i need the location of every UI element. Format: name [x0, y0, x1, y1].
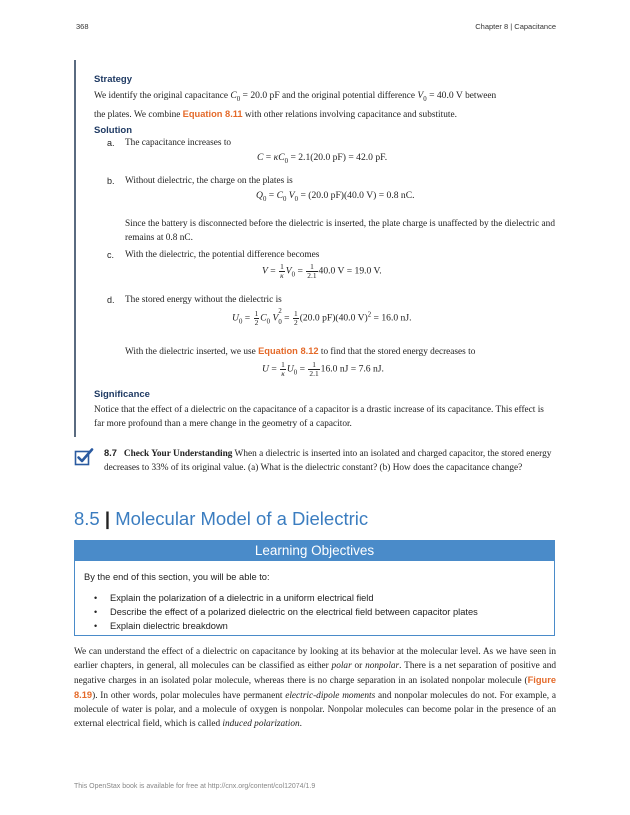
- running-header: Chapter 8 | Capacitance: [475, 22, 556, 31]
- solution-a-text: The capacitance increases to: [125, 138, 232, 148]
- solution-b-note: Since the battery is disconnected before the dielectric is inserted, the plate charge is unaffected by the dielectric and remains at 0.8 nC.: [125, 219, 555, 243]
- equation-8-11-link[interactable]: Equation 8.11: [182, 108, 243, 119]
- check-your-understanding: 8.7 Check Your Understanding When a dielectric is inserted into an isolated and charged capacitor, the stored energy decreases to 33% of its original value. (a) What is the dielectric constant? (b) How does the capacitance change?: [104, 448, 552, 473]
- solution-c-text: With the dielectric, the potential difference becomes: [125, 250, 320, 260]
- strategy-heading: Strategy: [94, 74, 133, 85]
- bullet-icon: •: [94, 607, 98, 617]
- list-marker-d: d.: [107, 295, 115, 305]
- equation-8-12-link[interactable]: Equation 8.12: [258, 346, 319, 356]
- learning-objectives-heading: Learning Objectives: [74, 540, 555, 561]
- cyu-number: 8.7: [104, 448, 117, 458]
- objective-item: Explain the polarization of a dielectric in a uniform electrical field: [110, 593, 374, 603]
- footer-note: This OpenStax book is available for free at http://cnx.org/content/col12074/1.9: [74, 783, 316, 790]
- significance-heading: Significance: [94, 389, 150, 400]
- list-marker-c: c.: [107, 250, 115, 260]
- example-box-rule: [74, 60, 76, 437]
- solution-d-text: The stored energy without the dielectric is: [125, 295, 282, 305]
- cyu-title: Check Your Understanding: [123, 449, 233, 459]
- significance-paragraph: Notice that the effect of a dielectric on the capacitance of a capacitor is a drastic increase of its capacitance. This effect is far more profound than a mere change in the geometry of a capacitor.: [94, 405, 544, 429]
- solution-heading: Solution: [94, 125, 132, 136]
- objective-item: Explain dielectric breakdown: [110, 621, 228, 631]
- learning-objectives-intro: By the end of this section, you will be able to:: [84, 572, 270, 582]
- body-paragraph: We can understand the effect of a dielectric on capacitance by looking at its behavior at the molecular level. As we have seen in earlier chapters, in general, all molecules can be classified as either polar or nonpolar. There is a net separation of positive and negative charges in an isolated polar molecule, whereas there is no charge separation in an isolated nonpolar molecule (Figure 8.19). In other words, polar molecules have permanent electric-dipole moments and nonpolar molecules do not. For example, a molecule of water is polar, and a molecule of oxygen is nonpolar. Nonpolar molecules can become polar in the presence of an external electrical field, which is called induced polarization.: [74, 647, 556, 729]
- equation-energy-dielectric: U = $\frac{1}{\kappa}$ $U_0$ = $\frac{1}{2.1}$ 16.0 nJ = 7.6 nJ.: [262, 360, 384, 378]
- list-marker-a: a.: [107, 138, 115, 148]
- checkbox-icon: [74, 447, 94, 467]
- page-number: 368: [76, 22, 89, 31]
- bullet-icon: •: [94, 621, 98, 631]
- figure-8-19-link[interactable]: Figure 8.19: [74, 675, 556, 700]
- equation-voltage: V = $\frac{1}{\kappa}$ $V_0$ = $\frac{1}{2.1}$ 40.0 V = 19.0 V.: [262, 262, 382, 280]
- equation-energy: $U_0$ = $\frac{1}{2}$ $C_0$ V 2 $_0$ = $\frac{1}{2}$ (20.0 pF)(40.0 V)$^2$ = 16.0 nJ.: [232, 307, 412, 327]
- list-marker-b: b.: [107, 176, 115, 186]
- solution-b-text: Without dielectric, the charge on the plates is: [125, 176, 293, 186]
- equation-charge: $Q_0 = C_0$ $V_0 = (20.0$ pF)(40.0 V) = 0.8 nC.: [256, 190, 415, 203]
- solution-d-note: With the dielectric inserted, we use Equation 8.12 to find that the stored energy decreases to: [125, 346, 476, 357]
- section-title: 8.5 | Molecular Model of a Dielectric: [74, 508, 369, 529]
- objective-item: Describe the effect of a polarized dielectric on the electrical field between capacitor plates: [110, 607, 478, 617]
- strategy-paragraph: We identify the original capacitance $C_0 = 20.0$ pF and the original potential difference $V_0 = 40.0$ V between the plates. We combine Equation 8.11 with other relations involving capacitance and substitute.: [94, 90, 497, 120]
- bullet-icon: •: [94, 593, 98, 603]
- equation-capacitance: $C = \kappa C_0 = 2.1(20.0$ pF) = 42.0 pF.: [257, 152, 388, 165]
